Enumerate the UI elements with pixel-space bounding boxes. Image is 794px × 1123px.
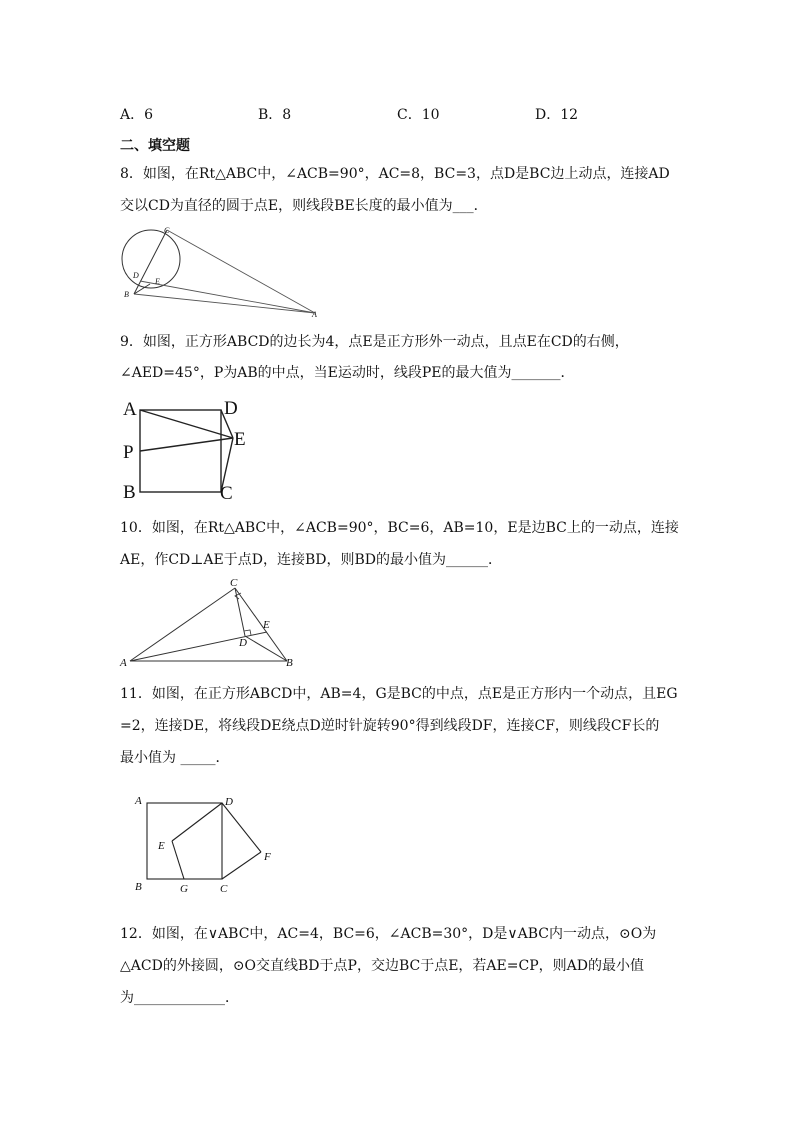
- q8-figure: [110, 222, 330, 322]
- q11-text-line3: 最小值为 _____．: [120, 750, 230, 766]
- q8-label-c: C: [164, 226, 170, 235]
- q11-label-f: F: [264, 851, 271, 863]
- q11-line-df: [222, 803, 261, 852]
- q9-line-pe: [140, 438, 233, 451]
- q11-text-line2: =2，连接DE，将线段DE绕点D逆时针旋转90°得到线段DF，连接CF，则线段CF长的: [120, 718, 660, 734]
- section-title: 二、填空题: [120, 138, 190, 154]
- q10-label-d: D: [239, 637, 247, 649]
- q9-line-ae: [140, 410, 233, 438]
- q12-text-line2: △ACD的外接圆，⊙O交直线BD于点P，交边BC于点E，若AE=CP，则AD的最小值: [120, 958, 644, 974]
- option-a: A．6: [120, 107, 154, 123]
- q10-label-c: C: [230, 577, 238, 589]
- q12-text-line1: 12．如图，在∨ABC中，AC=4，BC=6，∠ACB=30°，D是∨ABC内一动点，⊙O为: [120, 926, 657, 942]
- q9-text-line2: ∠AED=45°，P为AB的中点，当E运动时，线段PE的最大值为_______．: [120, 365, 575, 381]
- q11-line-cf: [222, 852, 261, 879]
- q10-line-bd: [245, 636, 287, 661]
- option-b: B．8: [258, 107, 292, 123]
- q11-label-b: B: [135, 881, 142, 893]
- q11-line-eg: [172, 841, 184, 879]
- q9-label-b: B: [123, 482, 136, 503]
- q8-label-a: A: [312, 310, 317, 319]
- q9-label-p: P: [123, 442, 134, 463]
- q11-label-c: C: [220, 883, 228, 895]
- q10-figure: [115, 575, 305, 670]
- q10-text-line2: AE，作CD⊥AE于点D，连接BD，则BD的最小值为______．: [120, 552, 503, 568]
- q8-label-e: E: [155, 277, 160, 286]
- q10-label-e: E: [263, 619, 270, 631]
- q9-label-d: D: [224, 398, 238, 419]
- q11-label-d: D: [225, 796, 233, 808]
- q11-text-line1: 11．如图，在正方形ABCD中，AB=4，G是BC的中点，点E是正方形内一个动点，且EG: [120, 686, 678, 702]
- q8-circle: [122, 230, 180, 288]
- q8-text-line2: 交以CD为直径的圆于点E，则线段BE长度的最小值为___．: [120, 198, 488, 214]
- q10-label-b: B: [286, 657, 293, 669]
- q9-label-a: A: [123, 399, 137, 420]
- q8-label-b: B: [124, 290, 129, 299]
- q8-text-line1: 8．如图，在Rt△ABC中，∠ACB=90°，AC=8，BC=3，点D是BC边上动点，连接AD: [120, 166, 670, 182]
- option-c: C．10: [397, 107, 440, 123]
- q12-text-line3: 为_____________．: [120, 990, 239, 1006]
- q9-label-e: E: [234, 429, 246, 450]
- q8-line-ca: [167, 230, 315, 313]
- q11-label-g: G: [180, 883, 188, 895]
- q8-label-d: D: [133, 271, 139, 280]
- q9-text-line1: 9．如图，正方形ABCD的边长为4，点E是正方形外一动点，且点E在CD的右侧，: [120, 334, 629, 350]
- q9-figure: [115, 395, 265, 505]
- q10-label-a: A: [120, 657, 127, 669]
- q9-label-c: C: [220, 483, 233, 504]
- q11-label-a: A: [135, 795, 142, 807]
- q11-line-de: [172, 803, 222, 841]
- option-d: D．12: [535, 107, 579, 123]
- q11-label-e: E: [158, 840, 165, 852]
- q11-figure: [125, 790, 285, 900]
- q10-text-line1: 10．如图，在Rt△ABC中，∠ACB=90°，BC=6，AB=10，E是边BC上的一动点，连接: [120, 520, 679, 536]
- q8-line-bc: [134, 230, 167, 294]
